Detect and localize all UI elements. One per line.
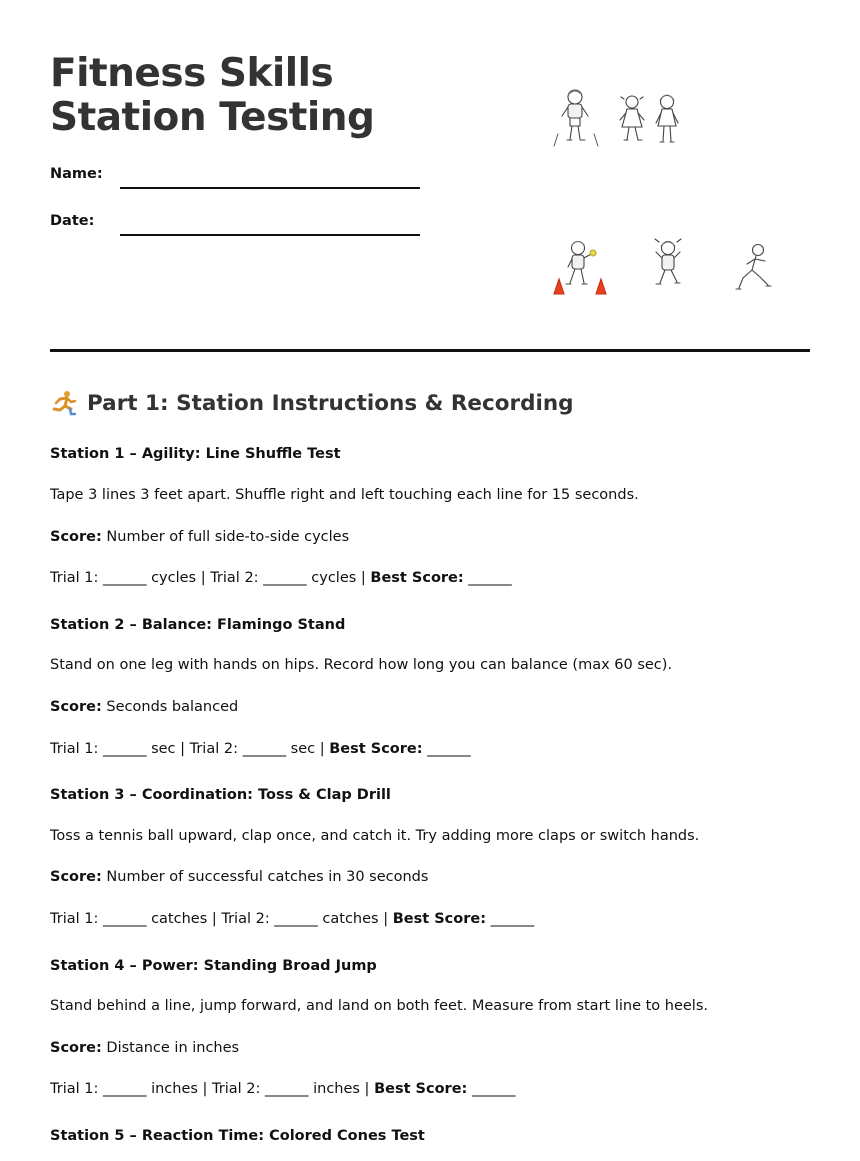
station-1-trial-text: Trial 1: ______ cycles | Trial 2: ______ cycles | (50, 570, 371, 586)
station-1-instruction: Tape 3 lines 3 feet apart. Shuffle right and left touching each line for 15 seconds. (50, 487, 639, 503)
score-label: Score: (50, 869, 102, 885)
date-field-row (50, 213, 430, 243)
best-score-label: Best Score: (392, 911, 486, 927)
station-1-trials (50, 570, 512, 586)
score-label: Score: (50, 699, 102, 715)
station-4-title: Station 4 – Power: Standing Broad Jump (50, 958, 377, 974)
station-3-best-blank: ______ (486, 911, 535, 927)
station-4-trials (50, 1081, 515, 1097)
station-3-score (50, 869, 428, 885)
station-1-score (50, 529, 349, 545)
header-divider (50, 349, 810, 352)
station-4-trial-text: Trial 1: ______ inches | Trial 2: ______ inches | (50, 1081, 375, 1097)
name-field-row (50, 166, 430, 196)
station-3-trial-text: Trial 1: ______ catches | Trial 2: ______ catches | (50, 911, 393, 927)
station-4-score (50, 1040, 239, 1056)
best-score-label: Best Score: (370, 570, 464, 586)
station-1-score-desc: Number of full side-to-side cycles (101, 529, 350, 545)
station-2-trials (50, 741, 471, 757)
station-2-score (50, 699, 238, 715)
name-label: Name: (50, 166, 103, 182)
station-3-instruction: Toss a tennis ball upward, clap once, and catch it. Try adding more claps or switch hands. (50, 828, 700, 844)
section-heading-text: Part 1: Station Instructions & Recording (87, 390, 574, 416)
station-2-score-desc: Seconds balanced (101, 699, 239, 715)
station-2-instruction: Stand on one leg with hands on hips. Record how long you can balance (max 60 sec). (50, 657, 673, 673)
station-4-score-desc: Distance in inches (101, 1040, 240, 1056)
score-label: Score: (50, 1040, 102, 1056)
station-4-instruction: Stand behind a line, jump forward, and land on both feet. Measure from start line to heels. (50, 998, 708, 1014)
best-score-label: Best Score: (329, 741, 423, 757)
station-4-best-blank: ______ (467, 1081, 516, 1097)
date-label: Date: (50, 213, 95, 229)
station-3-trials (50, 911, 534, 927)
station-3-title: Station 3 – Coordination: Toss & Clap Drill (50, 787, 391, 803)
page-title: Fitness Skills Station Testing (50, 51, 375, 140)
station-1-title: Station 1 – Agility: Line Shuffle Test (50, 446, 341, 462)
station-5-title: Station 5 – Reaction Time: Colored Cones Test (50, 1128, 425, 1144)
children-jumping-illustration (550, 86, 690, 150)
date-input-line[interactable] (120, 234, 420, 236)
station-3-score-desc: Number of successful catches in 30 seconds (101, 869, 429, 885)
best-score-label: Best Score: (374, 1081, 468, 1097)
section-heading (50, 389, 574, 417)
station-2-best-blank: ______ (422, 741, 471, 757)
score-label: Score: (50, 529, 102, 545)
station-2-title: Station 2 – Balance: Flamingo Stand (50, 617, 346, 633)
station-2-trial-text: Trial 1: ______ sec | Trial 2: ______ sec | (50, 741, 330, 757)
children-activities-illustration (548, 236, 782, 300)
station-1-best-blank: ______ (463, 570, 512, 586)
name-input-line[interactable] (120, 187, 420, 189)
runner-icon (50, 389, 78, 417)
